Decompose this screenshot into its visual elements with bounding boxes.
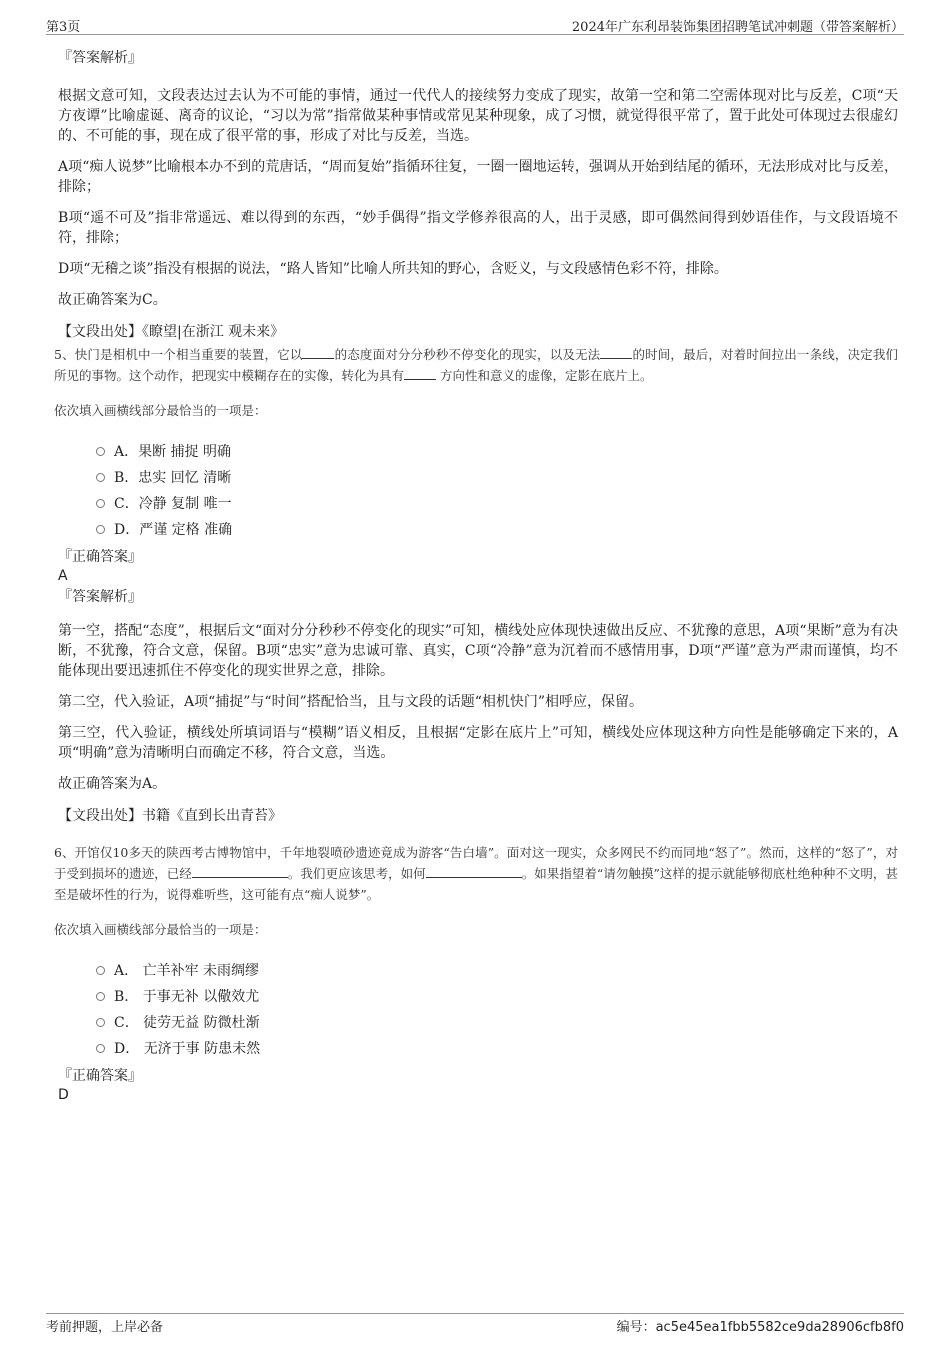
q6-option-a[interactable]: A． 亡羊补牢 未雨绸缪 <box>58 958 898 984</box>
q5-answer: 故正确答案为A。 <box>58 776 167 792</box>
radio-icon[interactable] <box>96 447 105 456</box>
q5-stem: 5、快门是相机中一个相当重要的装置，它以 的态度面对分分秒秒不停变化的现实，以及无法 的时间，最后，对着时间拉出一条线，决定我们所见的事物。这个动作，把现实中模糊存在的实像，转化为具有 方向性和意义的虚像，定影在底片上。 <box>54 347 898 383</box>
radio-icon[interactable] <box>96 499 105 508</box>
q4-analysis-p2: A项“痴人说梦”比喻根本办不到的荒唐话，“周而复始”指循环往复，一圈一圈地运转，强调从开始到结尾的循环，无法形成对比与反差，排除； <box>58 159 898 195</box>
q6-option-b[interactable]: B． 于事无补 以儆效尤 <box>58 984 898 1010</box>
q4-source: 【文段出处】《瞭望|在浙江 观未来》 <box>58 324 285 340</box>
blank <box>404 367 436 380</box>
q5-correct-answer: A <box>58 568 68 584</box>
blank <box>192 865 288 878</box>
page-header <box>46 14 904 35</box>
blank <box>302 346 334 359</box>
q5-option-a[interactable]: A．果断 捕捉 明确 <box>58 439 898 465</box>
q6-option-d[interactable]: D． 无济于事 防患未然 <box>58 1036 898 1062</box>
q5-analysis-p3: 第三空，代入验证，横线处所填词语与“模糊”语义相反，且根据“定影在底片上”可知，横线处应体现这种方向性是能够确定下来的，A项“明确”意为清晰明白而确定不移，符合文意，当选。 <box>58 725 898 761</box>
page-number: 第3页 <box>46 20 81 35</box>
radio-icon[interactable] <box>96 992 105 1001</box>
q4-analysis-label: 『答案解析』 <box>58 50 142 66</box>
page-footer <box>46 1313 904 1334</box>
q5-correct-label: 『正确答案』 <box>58 549 142 565</box>
q6-correct-answer: D <box>58 1087 69 1103</box>
q4-answer: 故正确答案为C。 <box>58 292 167 308</box>
q6-correct-label: 『正确答案』 <box>58 1068 142 1084</box>
document-id: 编号：ac5e45ea1fbb5582ce9da28906cfb8f0 <box>616 1320 904 1335</box>
q4-analysis-p1: 根据文意可知，文段表达过去认为不可能的事情，通过一代代人的接续努力变成了现实，故第一空和第二空需体现对比与反差，C项“天方夜谭”比喻虚诞、离奇的议论，“习以为常”指常做某种事情或常见某种现象，成了习惯，就觉得很平常了，置于此处可体现过去很虚幻的、不可能的事，现在成了很平常的事，形成了对比与反差，当选。 <box>58 88 898 144</box>
q5-prompt: 依次填入画横线部分最恰当的一项是： <box>54 403 267 418</box>
q5-analysis-p1: 第一空，搭配“态度”，根据后文“面对分分秒秒不停变化的现实”可知，横线处应体现快速做出反应、不犹豫的意思，A项“果断”意为有决断，不犹豫，符合文意，保留。B项“忠实”意为忠诚可靠、真实，C项“冷静”意为沉着而不感情用事，D项“严谨”意为严肃而谨慎，均不能体现出要迅速抓住不停变化的现实世界之意，排除。 <box>58 623 898 679</box>
q5-analysis-p2: 第二空，代入验证，A项“捕捉”与“时间”搭配恰当，且与文段的话题“相机快门”相呼应，保留。 <box>58 694 644 710</box>
document-body <box>54 44 898 1104</box>
radio-icon[interactable] <box>96 966 105 975</box>
q5-option-c[interactable]: C．冷静 复制 唯一 <box>58 491 898 517</box>
radio-icon[interactable] <box>96 525 105 534</box>
blank <box>426 865 522 878</box>
q5-option-b[interactable]: B．忠实 回忆 清晰 <box>58 465 898 491</box>
q4-analysis-p3: B项“遥不可及”指非常遥远、难以得到的东西，“妙手偶得”指文学修养很高的人，出于灵感，即可偶然间得到妙语佳作，与文段语境不符，排除； <box>58 210 898 246</box>
q6-option-c[interactable]: C． 徒劳无益 防微杜渐 <box>58 1010 898 1036</box>
q6-options <box>58 958 898 1062</box>
radio-icon[interactable] <box>96 1044 105 1053</box>
radio-icon[interactable] <box>96 473 105 482</box>
q5-option-d[interactable]: D．严谨 定格 准确 <box>58 517 898 543</box>
q5-options <box>58 439 898 543</box>
q4-analysis-p4: D项“无稽之谈”指没有根据的说法，“路人皆知”比喻人所共知的野心，含贬义，与文段感情色彩不符，排除。 <box>58 261 728 277</box>
q6-prompt: 依次填入画横线部分最恰当的一项是： <box>54 922 267 937</box>
q5-analysis-label: 『答案解析』 <box>58 589 142 605</box>
q6-stem: 6、开馆仅10多天的陕西考古博物馆中，千年地裂喷砂遗迹竟成为游客“告白墙”。面对这一现实，众多网民不约而同地“怒了”。然而，这样的“怒了”，对于受到损坏的遗迹，已经 。我们更应该思考，如何 。如果指望着“请勿触摸”这样的提示就能够彻底杜绝种种不文明，甚至是破坏性的行为，说得难听些，这可能有点“痴人说梦”。 <box>54 845 898 902</box>
q5-source: 【文段出处】书籍《直到长出青苔》 <box>58 808 282 824</box>
blank <box>600 346 632 359</box>
radio-icon[interactable] <box>96 1018 105 1027</box>
footer-slogan: 考前押题，上岸必备 <box>46 1320 164 1335</box>
document-title: 2024年广东利昂装饰集团招聘笔试冲刺题（带答案解析） <box>571 20 904 35</box>
